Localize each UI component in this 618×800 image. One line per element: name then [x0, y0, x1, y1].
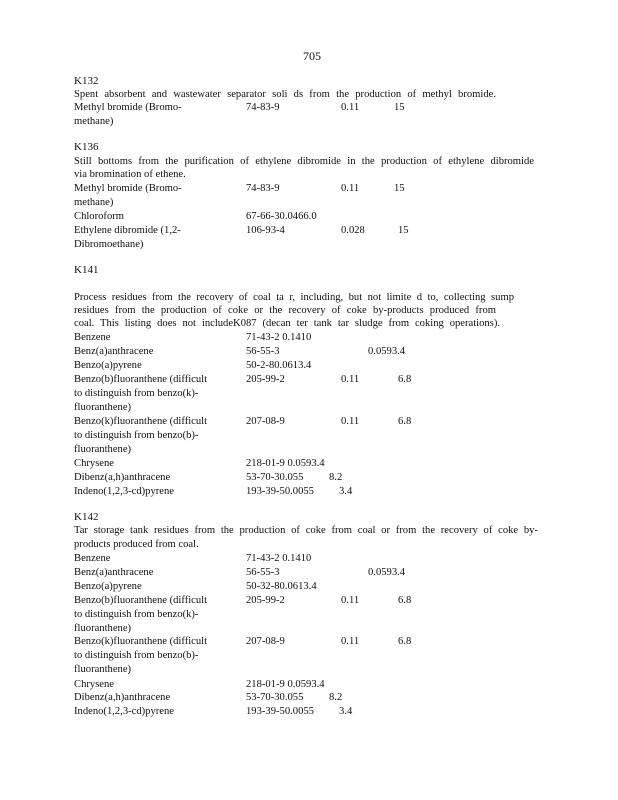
k141-row-3-name: Benzo(a)pyrene [74, 360, 142, 371]
k136-row-3-value-1: 0.028 [341, 225, 365, 236]
k141-row-5-name-cont: to distinguish from benzo(b)- [74, 430, 199, 441]
k142-row-2-cas: 56-55-3 [246, 567, 280, 578]
k136-row-1-name: Methyl bromide (Bromo- [74, 183, 182, 194]
k142-row-7-cas: 53-70-30.055 [246, 692, 304, 703]
k136-row-3-name: Ethylene dibromide (1,2- [74, 225, 181, 236]
k141-row-1-name: Benzene [74, 332, 111, 343]
k132-row-1-cas: 74-83-9 [246, 102, 280, 113]
k132-row-1-value-2: 15 [394, 102, 405, 113]
k136-row-3-cas: 106-93-4 [246, 225, 285, 236]
k132-row-1-name-cont: methane) [74, 116, 114, 127]
k142-row-4-name-cont: to distinguish from benzo(k)- [74, 609, 199, 620]
k142-desc-line-1: Tar storage tank residues from the production of coke from coal or from the recovery of coke by- [74, 525, 538, 536]
k142-row-5-value-2: 6.8 [398, 636, 412, 647]
k136-desc-line-1: Still bottoms from the purification of ethylene dibromide in the production of ethylene dibromide [74, 156, 534, 167]
k142-row-3-name: Benzo(a)pyrene [74, 581, 142, 592]
k142-code: K142 [74, 511, 99, 523]
k141-row-8-cas: 193-39-50.0055 [246, 486, 314, 497]
k141-row-1-cas: 71-43-2 0.1410 [246, 332, 312, 343]
k141-row-4-name: Benzo(b)fluoranthene (difficult [74, 374, 208, 385]
k136-row-2-cas: 67-66-30.0466.0 [246, 211, 317, 222]
k141-row-5-cas: 207-08-9 [246, 416, 285, 427]
k142-row-5-name-cont-2: fluoranthene) [74, 664, 132, 675]
k141-row-2-value-1: 0.0593.4 [368, 346, 406, 357]
k136-desc-line-2: via bromination of ethene. [74, 169, 186, 180]
k141-row-5-name: Benzo(k)fluoranthene (difficult [74, 416, 208, 427]
k141-row-7-value-1: 8.2 [329, 472, 343, 483]
k141-desc-line-1: Process residues from the recovery of coal ta r, including, but not limite d to, collecting sump [74, 292, 514, 303]
k142-row-6-name: Chrysene [74, 679, 115, 690]
k141-row-5-value-2: 6.8 [398, 416, 412, 427]
k142-row-2-name: Benz(a)anthracene [74, 567, 154, 578]
k141-row-6-cas: 218-01-9 0.0593.4 [246, 458, 325, 469]
k142-row-8-name: Indeno(1,2,3-cd)pyrene [74, 706, 175, 717]
k142-row-4-value-1: 0.11 [341, 595, 360, 606]
k136-row-1-value-2: 15 [394, 183, 405, 194]
k141-row-5-name-cont-2: fluoranthene) [74, 444, 132, 455]
k141-row-6-name: Chrysene [74, 458, 115, 469]
k141-row-2-cas: 56-55-3 [246, 346, 280, 357]
k142-row-5-name: Benzo(k)fluoranthene (difficult [74, 636, 208, 647]
k142-row-2-value-1: 0.0593.4 [368, 567, 406, 578]
k141-row-3-cas: 50-2-80.0613.4 [246, 360, 312, 371]
k142-row-7-name: Dibenz(a,h)anthracene [74, 692, 171, 703]
k141-desc-line-2: residues from the production of coke or the recovery of coke by-products produced from [74, 305, 496, 316]
k142-row-1-name: Benzene [74, 553, 111, 564]
k142-row-1-cas: 71-43-2 0.1410 [246, 553, 312, 564]
k142-row-6-cas: 218-01-9 0.0593.4 [246, 679, 325, 690]
k136-row-1-cas: 74-83-9 [246, 183, 280, 194]
k136-row-2-name: Chloroform [74, 211, 125, 222]
k136-row-1-value-1: 0.11 [341, 183, 360, 194]
k132-code: K132 [74, 75, 99, 87]
k142-row-8-value-1: 3.4 [339, 706, 353, 717]
k141-row-4-cas: 205-99-2 [246, 374, 285, 385]
k142-row-7-value-1: 8.2 [329, 692, 343, 703]
k141-code: K141 [74, 264, 99, 276]
k132-row-1-name: Methyl bromide (Bromo- [74, 102, 182, 113]
k141-row-4-value-2: 6.8 [398, 374, 412, 385]
k142-row-5-name-cont: to distinguish from benzo(b)- [74, 650, 199, 661]
k136-row-3-value-2: 15 [398, 225, 409, 236]
k136-code: K136 [74, 141, 99, 153]
k136-row-3-name-cont: Dibromoethane) [74, 239, 144, 250]
k141-row-4-name-cont-2: fluoranthene) [74, 402, 132, 413]
k142-row-3-cas: 50-32-80.0613.4 [246, 581, 317, 592]
k141-desc-line-3: coal. This listing does not includeK087 (decan ter tank tar sludge from coking operations). [74, 318, 500, 329]
k141-row-5-value-1: 0.11 [341, 416, 360, 427]
k132-row-1-value-1: 0.11 [341, 102, 360, 113]
k141-row-7-cas: 53-70-30.055 [246, 472, 304, 483]
k141-row-8-value-1: 3.4 [339, 486, 353, 497]
k142-desc-line-2: products produced from coal. [74, 539, 199, 550]
k141-row-4-value-1: 0.11 [341, 374, 360, 385]
k141-row-4-name-cont: to distinguish from benzo(k)- [74, 388, 199, 399]
k136-row-1-name-cont: methane) [74, 197, 114, 208]
k132-desc-line-1: Spent absorbent and wastewater separator soli ds from the production of methyl bromide. [74, 89, 496, 100]
page-number: 705 [303, 49, 321, 63]
k141-row-2-name: Benz(a)anthracene [74, 346, 154, 357]
k141-row-8-name: Indeno(1,2,3-cd)pyrene [74, 486, 175, 497]
k142-row-4-name: Benzo(b)fluoranthene (difficult [74, 595, 208, 606]
k142-row-4-name-cont-2: fluoranthene) [74, 623, 132, 634]
k142-row-8-cas: 193-39-50.0055 [246, 706, 314, 717]
k142-row-5-value-1: 0.11 [341, 636, 360, 647]
k142-row-5-cas: 207-08-9 [246, 636, 285, 647]
k142-row-4-cas: 205-99-2 [246, 595, 285, 606]
k141-row-7-name: Dibenz(a,h)anthracene [74, 472, 171, 483]
k142-row-4-value-2: 6.8 [398, 595, 412, 606]
